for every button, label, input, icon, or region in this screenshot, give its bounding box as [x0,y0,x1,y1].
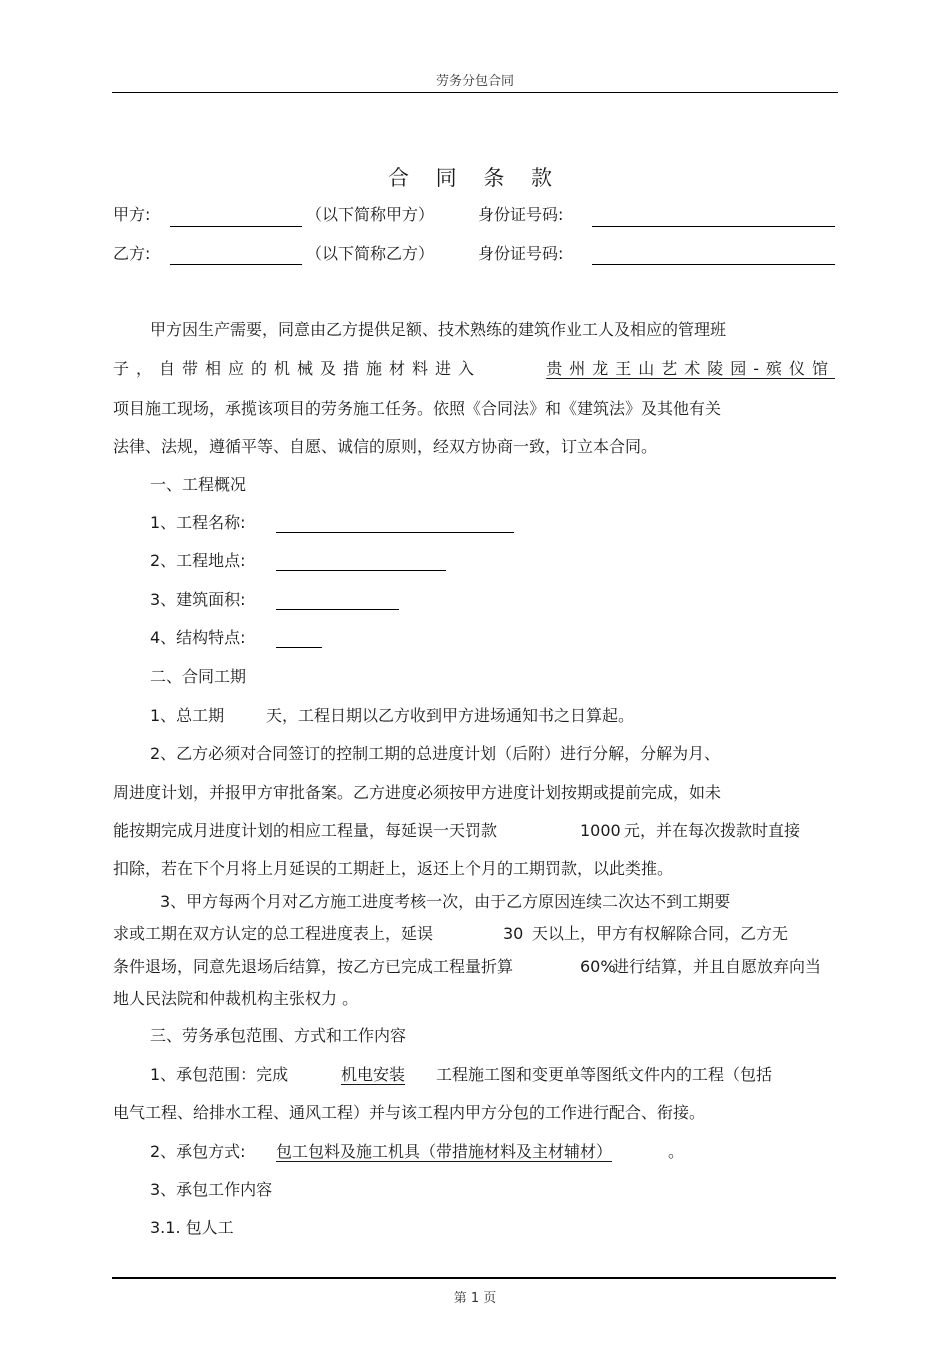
party-b-alias: （以下简称乙方） [306,244,435,263]
party-a-id-blank [592,210,835,227]
section-1-heading: 一、工程概况 [150,475,247,494]
project-location-blank [276,554,446,571]
intro-line-1: 甲方因生产需要，同意由乙方提供足额、技术熟练的建筑作业工人及相应的管理班 [150,320,727,339]
project-name-blank [276,516,514,533]
project-name-label: 1、工程名称: [150,513,246,532]
s2-p3-line-2b: 天以上，甲方有权解除合同，乙方无 [532,924,789,943]
s2-p2-line-2: 周进度计划，并报甲方审批备案。乙方进度必须按甲方进度计划按期或提前完成，如未 [113,783,722,802]
s2-p2-line-3a: 能按期完成月进度计划的相应工程量，每延误一天罚款 [113,821,498,840]
s2-p2-line-3b: 元，并在每次拨款时直接 [624,821,801,840]
party-a-blank [170,210,302,227]
delay-days: 30 [503,924,524,943]
structure-label: 4、结构特点: [150,628,246,647]
intro-line-2: 子，自带相应的机械及措施材料进入 [113,359,482,378]
scope-line-2: 电气工程、给排水工程、通风工程）并与该工程内甲方分包的工作进行配合、衔接。 [113,1103,706,1122]
party-b-blank [170,248,302,265]
s2-p2-line-4: 扣除，若在下个月将上月延误的工期赶上，返还上个月的工期罚款，以此类推。 [113,859,674,878]
building-area-blank [276,593,399,610]
s2-p3-line-4: 地人民法院和仲裁机构主张权力 。 [113,989,359,1008]
settlement-percent: 60% [580,957,616,976]
party-a-alias: （以下简称甲方） [306,205,435,224]
section-3-heading: 三、劳务承包范围、方式和工作内容 [150,1026,407,1045]
section-2-heading: 二、合同工期 [150,667,247,686]
work-content-heading: 3、承包工作内容 [150,1180,273,1199]
structure-blank [276,631,322,648]
scope-text: 工程施工图和变更单等图纸文件内的工程（包括 [436,1065,773,1084]
page-number: 第 1 页 [453,1291,497,1306]
header-divider [112,92,838,93]
scope-label: 1、承包范围：完成 [150,1065,289,1084]
s2-p3-line-1: 3、甲方每两个月对乙方施工进度考核一次，由于乙方原因连续二次达不到工期要 [160,892,731,911]
party-b-label: 乙方: [113,244,151,263]
mode-label: 2、承包方式: [150,1142,246,1161]
contract-scope: 机电安装 [340,1065,405,1084]
intro-line-3: 项目施工现场，承揽该项目的劳务施工任务。依照《合同法》和《建筑法》及其他有关 [113,399,722,418]
footer-divider [112,1277,836,1279]
contract-mode: 包工包料及施工机具（带措施材料及主材辅材） [276,1142,613,1161]
s2-p3-line-3a: 条件退场，同意先退场后结算，按乙方已完成工程量折算 [113,957,514,976]
project-name: 贵州龙王山艺术陵园-殡仪馆 [546,359,835,378]
party-a-id-label: 身份证号码: [478,205,564,224]
work-content-item-3-1: 3.1. 包人工 [150,1218,234,1237]
building-area-label: 3、建筑面积: [150,590,246,609]
document-title: 合 同 条 款 [387,166,563,190]
party-b-id-label: 身份证号码: [478,244,564,263]
duration-label: 1、总工期 [150,706,225,725]
s2-p3-line-3b: 进行结算，并且自愿放弃向当 [613,957,822,976]
penalty-amount: 1000 [580,821,621,840]
intro-line-4: 法律、法规，遵循平等、自愿、诚信的原则，经双方协商一致，订立本合同。 [113,437,658,456]
s2-p2-line-1: 2、乙方必须对合同签订的控制工期的总进度计划（后附）进行分解，分解为月、 [150,744,721,763]
mode-end: 。 [668,1142,685,1161]
s2-p3-line-2a: 求或工期在双方认定的总工程进度表上，延误 [113,924,434,943]
party-b-id-blank [592,248,835,265]
page-header-title: 劳务分包合同 [435,74,514,89]
duration-text: 天，工程日期以乙方收到甲方进场通知书之日算起。 [266,706,635,725]
party-a-label: 甲方: [113,205,151,224]
project-location-label: 2、工程地点: [150,551,246,570]
